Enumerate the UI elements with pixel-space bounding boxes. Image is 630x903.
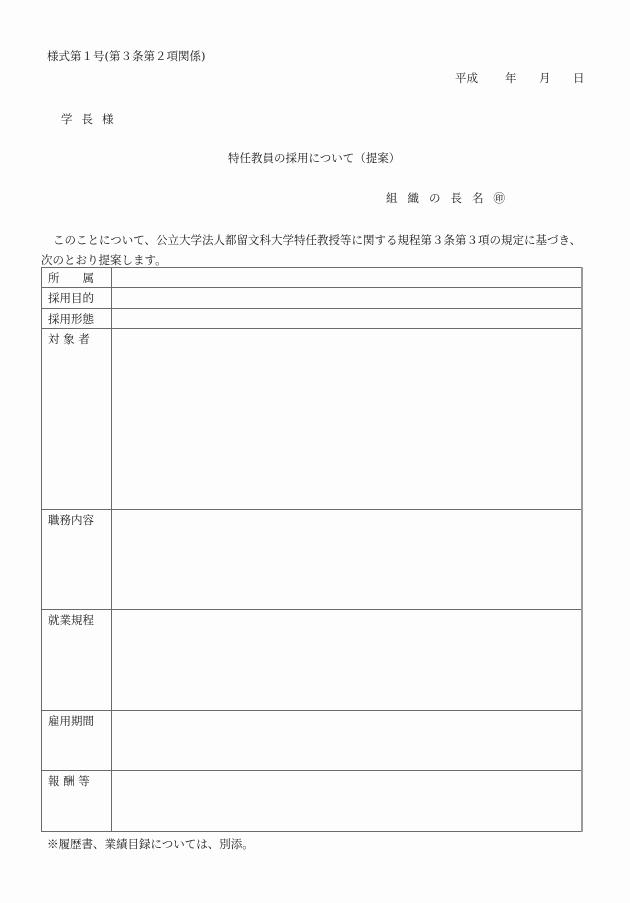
date-era: 平成 [455,71,478,85]
footnote: ※履歴書、業績目録については、別添。 [47,837,254,851]
row-value-compensation[interactable] [112,771,583,832]
body-line-1: このことについて、公立大学法人都留文科大学特任教授等に関する規程第３条第３項の規定に基づき、 [53,233,582,247]
date-line [455,70,585,86]
table-row-work-rules [42,610,583,711]
row-value-duties[interactable] [112,510,583,610]
row-label-compensation: 報 酬 等 [42,771,112,832]
row-label-duties: 職務内容 [42,510,112,610]
row-label-candidate: 対 象 者 [42,329,112,510]
row-value-work-rules[interactable] [112,610,583,711]
row-label-work-rules: 就業規程 [42,610,112,711]
row-value-candidate[interactable] [112,329,583,510]
table-row-employment-period [42,711,583,771]
row-label-affiliation: 所 属 [42,268,112,288]
form-number: 様式第１号(第３条第２項関係) [47,49,206,63]
proposal-form-table [41,267,583,832]
row-label-employment-type: 採用形態 [42,309,112,329]
row-value-purpose[interactable] [112,288,583,309]
date-month: 月 [539,71,551,85]
date-day: 日 [573,71,585,85]
date-year: 年 [505,71,517,85]
row-value-employment-period[interactable] [112,711,583,771]
addressee: 学長様 [61,112,123,126]
body-line-2: 次のとおり提案します。 [41,253,167,267]
row-value-employment-type[interactable] [112,309,583,329]
body-text [41,230,586,270]
row-label-employment-period: 雇用期間 [42,711,112,771]
table-row-compensation [42,771,583,832]
table-row-candidate [42,329,583,510]
row-value-affiliation[interactable] [112,268,583,288]
table-row-employment-type [42,309,583,329]
organization-head-signature: 組織の長名㊞ [386,191,515,205]
table-row-duties [42,510,583,610]
document-title: 特任教員の採用について（提案） [228,151,401,165]
table-row-affiliation [42,268,583,288]
table-row-purpose [42,288,583,309]
row-label-purpose: 採用目的 [42,288,112,309]
